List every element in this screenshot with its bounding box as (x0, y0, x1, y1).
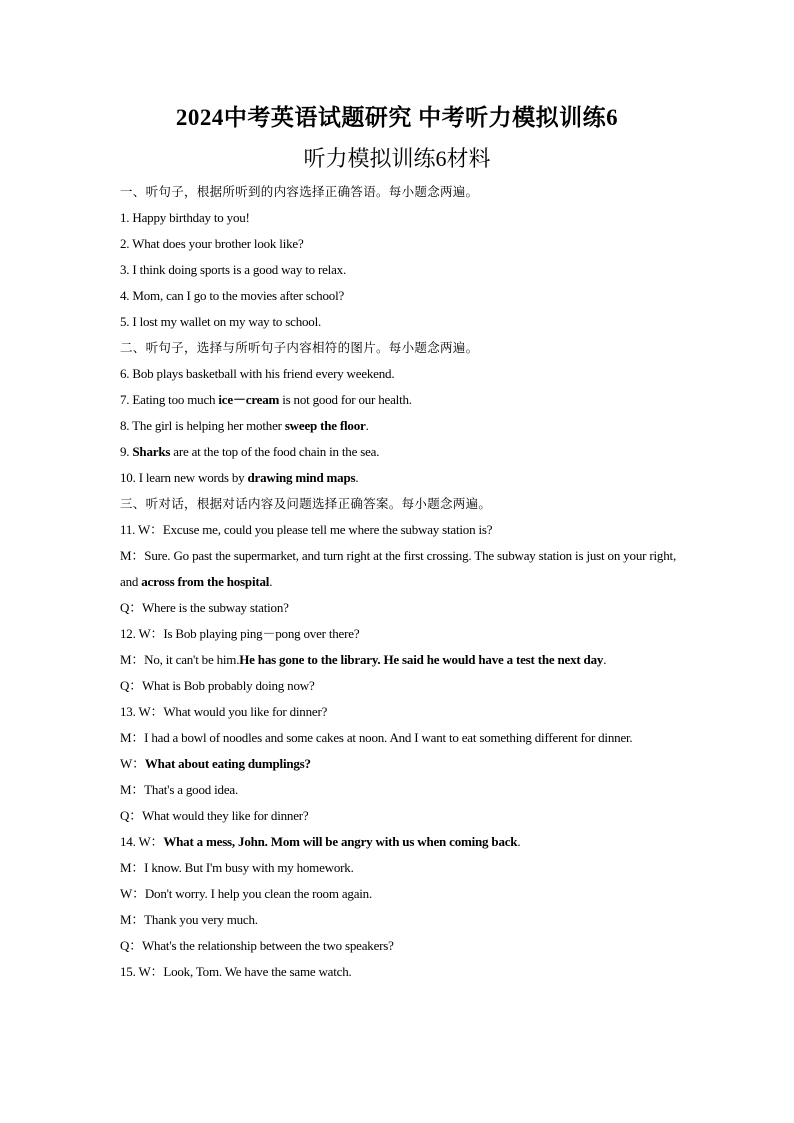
text-run: 14. W： (120, 834, 164, 849)
keyword: What a mess, John. Mom will be angry with us when coming back (163, 834, 518, 849)
sentence-6: 6. Bob plays basketball with his friend every weekend. (120, 366, 395, 381)
dialogue-13-man: M：I had a bowl of noodles and some cakes at noon. And I want to eat something different for dinner. (120, 730, 633, 745)
keyword: sweep the floor (284, 418, 366, 433)
text-run: . (355, 470, 359, 485)
text-run: are at the top of the food chain in the sea. (170, 444, 380, 459)
page-subtitle: 听力模拟训练6材料 (303, 146, 491, 171)
text-run: . (517, 834, 521, 849)
text-run: . (269, 574, 273, 589)
text-run: 8. The girl is helping her mother (120, 418, 285, 433)
text-run: is not good for our health. (279, 392, 412, 407)
dialogue-12-question: Q：What is Bob probably doing now? (120, 678, 315, 693)
dialogue-13-man-2: M：That's a good idea. (120, 782, 239, 797)
keyword: ice－cream (218, 392, 280, 407)
dialogue-11-woman: 11. W：Excuse me, could you please tell me where the subway station is? (120, 522, 493, 537)
keyword: across from the hospital (141, 574, 270, 589)
dialogue-11-man (120, 543, 676, 595)
text-run: . (365, 418, 369, 433)
keyword: drawing mind maps (247, 470, 356, 485)
sentence-1: 1. Happy birthday to you! (120, 210, 250, 225)
dialogue-12-man (120, 647, 676, 673)
sentence-3: 3. I think doing sports is a good way to relax. (120, 262, 347, 277)
keyword: He has gone to the library. He said he would have a test the next day (239, 652, 604, 667)
text-run: M：No, it can't be him. (120, 652, 240, 667)
dialogue-14-question: Q：What's the relationship between the two speakers? (120, 938, 394, 953)
dialogue-11-question: Q：Where is the subway station? (120, 600, 289, 615)
sentence-8 (120, 413, 676, 439)
sentence-7 (120, 387, 676, 413)
dialogue-12-woman: 12. W：Is Bob playing ping－pong over there? (120, 626, 360, 641)
dialogue-13-woman-2 (120, 751, 676, 777)
dialogue-13-question: Q：What would they like for dinner? (120, 808, 309, 823)
dialogue-15-woman: 15. W：Look, Tom. We have the same watch. (120, 964, 352, 979)
sentence-4: 4. Mom, can I go to the movies after school? (120, 288, 345, 303)
document-body (120, 179, 676, 985)
dialogue-14-man-2: M：Thank you very much. (120, 912, 258, 927)
section-heading-2: 二、听句子，选择与所听句子内容相符的图片。每小题念两遍。 (120, 340, 479, 355)
text-run: 10. I learn new words by (120, 470, 248, 485)
keyword: Sharks (132, 444, 171, 459)
dialogue-14-woman-2: W：Don't worry. I help you clean the room again. (120, 886, 373, 901)
keyword: What about eating dumplings? (144, 756, 311, 771)
page-title: 2024中考英语试题研究 中考听力模拟训练6 (175, 105, 619, 130)
section-heading-1: 一、听句子，根据所听到的内容选择正确答语。每小题念两遍。 (120, 184, 479, 199)
section-heading-3: 三、听对话，根据对话内容及问题选择正确答案。每小题念两遍。 (120, 496, 492, 511)
dialogue-14-woman (120, 829, 676, 855)
text-run: M：Sure. Go past the supermarket, and turn right at the first crossing. The subway station is just on your right, and (120, 548, 676, 589)
text-run: 9. (120, 444, 133, 459)
text-run: 7. Eating too much (120, 392, 219, 407)
sentence-9 (120, 439, 676, 465)
sentence-2: 2. What does your brother look like? (120, 236, 304, 251)
sentence-5: 5. I lost my wallet on my way to school. (120, 314, 322, 329)
text-run: . (603, 652, 607, 667)
dialogue-14-man: M：I know. But I'm busy with my homework. (120, 860, 354, 875)
dialogue-13-woman: 13. W：What would you like for dinner? (120, 704, 328, 719)
text-run: W： (120, 756, 145, 771)
sentence-10 (120, 465, 676, 491)
